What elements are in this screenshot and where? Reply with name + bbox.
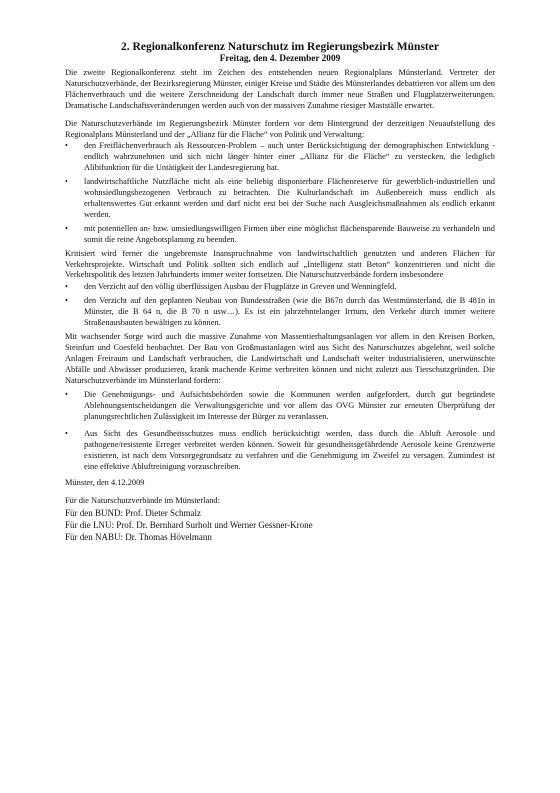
bullet-icon: •	[65, 141, 68, 151]
land-use-demands-list	[65, 141, 495, 245]
signature-intro: Für die Naturschutzverbände im Münsterland:	[65, 495, 220, 505]
demands-intro-paragraph: Die Naturschutzverbände im Regierungsbezirk Münster fordern vor dem Hintergrund der derzeitigen Neuaufstellung des Regionalplans Münsterland und der „Allianz für die Fläche“ von Politik und Verwaltung:	[65, 118, 495, 139]
traffic-paragraph: Kritisiert wird ferner die ungebremste Inanspruchnahme von landwirtschaftlich genutzten und anderen Flächen für Verkehrsprojekte. Wirtschaft und Politik sollten sich endlich auf „Intelligenz statt Beton“ konzentrieren und nicht die Verkehrspolitik des letzten Jahrhunderts immer weiter fortsetzen. Die Naturschutzverbände fordern insbesondere	[65, 248, 495, 280]
bullet-icon: •	[65, 429, 68, 439]
traffic-demands-list	[65, 282, 495, 329]
signature-line-lnu: Für die LNU: Prof. Dr. Bernhard Surholt und Werner Gessner-Krone	[65, 519, 313, 530]
bullet-icon: •	[65, 177, 68, 187]
list-item: • den Freiflächenverbrauch als Ressourcen-Problem – auch unter Berücksichtigung der demographischen Entwicklung - endlich wahrzunehmen und sich nicht länger hinter einer „Allianz für die Fläche“ zu verstecken, die lediglich Alibifunktion für die Untätigkeit der Landesregierung hat.	[65, 141, 495, 173]
list-item: • den Verzicht auf den geplanten Neubau von Bundesstraßen (wie die B67n durch das Westmünsterland, die B 481n in Münster, die B 64 n, die B 70 n usw…). Es ist ein jahrzehntelanger Irrtum, den Verkehr durch immer weitere Straßenausbauten bewältigen zu können.	[65, 296, 495, 328]
date-line: Münster, den 4.12.2009	[65, 477, 145, 487]
intro-paragraph: Die zweite Regionalkonferenz steht im Zeichen des entstehenden neuen Regionalplans Münsterland. Vertreter der Naturschutzverbände, der Bezirksregierung Münster, einiger Kreise und Städte des Münsterlandes debattieren vor allem um den Flächenverbrauch und die weitere Zerschneidung der Landschaft durch immer neue Straßen und Flugplatzerweiterungen. Dramatische Landschaftsveränderungen werden auch von der massiven Zunahme riesiger Mastställe erwartet.	[65, 68, 495, 110]
bullet-icon: •	[65, 296, 68, 306]
list-item: • den Verzicht auf den völlig überflüssigen Ausbau der Flugplätze in Greven und Wenningfeld,	[65, 282, 397, 292]
list-item: • Die Genehmigungs- und Aufsichtsbehörden sowie die Kommunen werden aufgefordert, durch gut begründete Ablehnungsentscheidungen die Verwaltungsgerichte und vor allem das OVG Münster zur erneuten Überprüfung der planungsrechtlichen Zulässigkeit im Interesse der Bürger zu veranlassen.	[65, 390, 495, 422]
bullet-icon: •	[65, 390, 68, 400]
signature-block	[65, 478, 495, 543]
bullet-icon: •	[65, 223, 68, 233]
livestock-demands-list	[65, 390, 495, 472]
document-subtitle: Freitag, den 4. Dezember 2009	[219, 54, 341, 64]
signature-line-nabu: Für den NABU: Dr. Thomas Hövelmann	[65, 531, 212, 542]
livestock-paragraph: Mit wachsender Sorge wird auch die massive Zunahme von Massentierhaltungsanlagen vor allem in den Kreisen Borken, Steinfurt und Coesfeld beobachtet. Der Bau von Großmastanlagen wird aus Sicht des Naturschutzes abgelehnt, weil solche Anlagen Freiraum und Landschaft verbrauchen, die Landwirtschaft und Landschaft weiter industrialisieren, unerwünschte Abfälle und Abwässer produzieren, krank machende Keime verbreiten können und nicht zuletzt aus Tierschutzgründen. Die Naturschutzverbände im Münsterland fordern:	[65, 331, 495, 385]
signature-line-bund: Für den BUND: Prof. Dieter Schmalz	[65, 507, 201, 518]
document-body	[65, 40, 495, 543]
list-item: • mit potentiellen an- bzw. umsiedlungswilligen Firmen über eine möglichst flächensparende Bauweise zu verhandeln und somit die reine Angebotsplanung zu beenden.	[65, 223, 495, 244]
list-item: • Aus Sicht des Gesundheitsschutzes muss endlich berücksichtigt werden, dass durch die Abluft Aerosole und pathogene/resistente Erreger verbreitet werden können. Soweit für gesundheitsgefährdende Aerosole keine Grenzwerte existieren, ist nach dem Vorsorgegrundsatz zu verfahren und die Genehmigung im Zweifel zu versagen. Zumindest ist eine effektive Abluftreinigung vorzuschreiben.	[65, 429, 495, 471]
document-title: 2. Regionalkonferenz Naturschutz im Regierungsbezirk Münster	[121, 41, 439, 53]
bullet-icon: •	[65, 282, 68, 292]
list-item: • landwirtschaftliche Nutzfläche nicht als eine beliebig disponierbare Flächenreserve für gewerblich-industriellen und wohnsiedlungsbezogenen Verbrauch zu betrachten. Die Kulturlandschaft im Außenbereich muss endlich als erhaltenswertes Gut erkannt werden und darf nicht erst bei der Suche nach Ausgleichsmaßnahmen als endlich erkannt werden.	[65, 177, 495, 219]
